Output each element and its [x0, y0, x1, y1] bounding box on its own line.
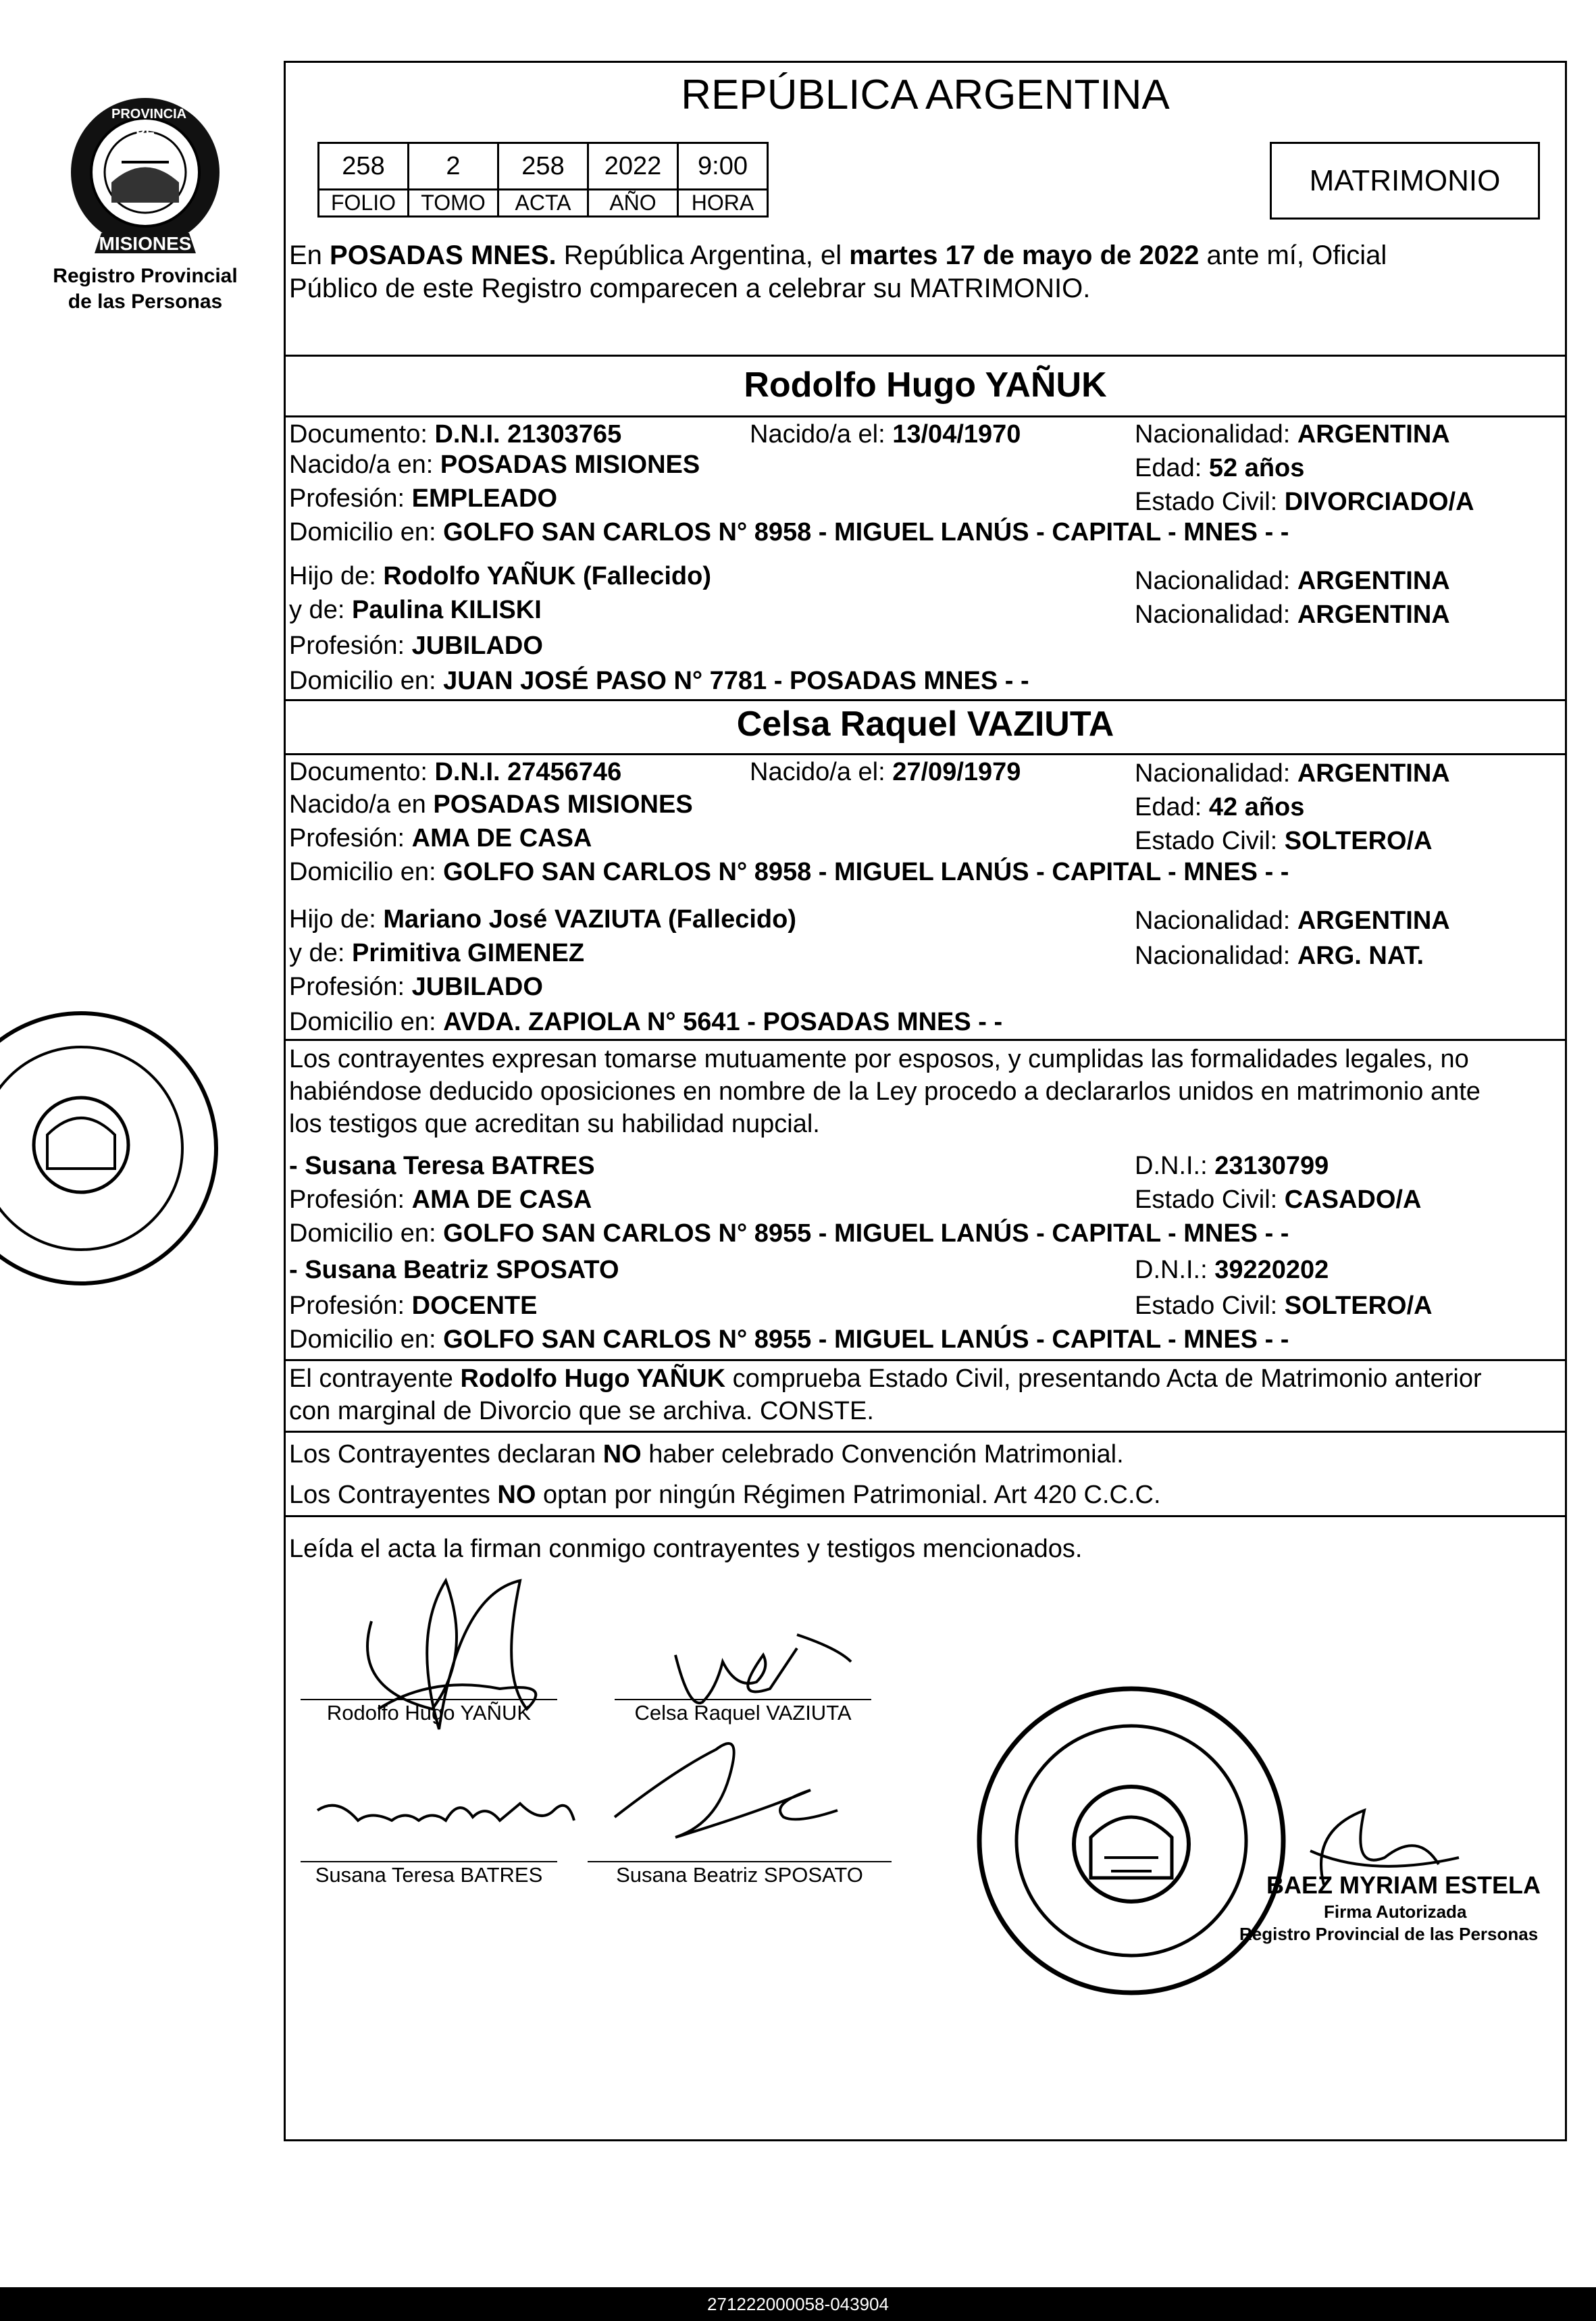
value: AMA DE CASA [411, 824, 592, 852]
spouse1-document [289, 419, 621, 450]
label: Domicilio en: [289, 1325, 444, 1354]
label: Domicilio en: [289, 1008, 444, 1036]
label: Hijo de: [289, 905, 384, 934]
spouse2-parent-address [289, 1006, 1002, 1038]
intro-text-c: ante mí, Oficial [1199, 240, 1387, 270]
signature-label-witness1: Susana Teresa BATRES [315, 1863, 543, 1887]
text: Los Contrayentes declaran [289, 1440, 603, 1469]
hora-value: 9:00 [678, 143, 768, 190]
value: Paulina KILISKI [351, 596, 542, 624]
declaration-line1: Los contrayentes expresan tomarse mutuamente por esposos, y cumplidas las formalidades legales, no [289, 1045, 1469, 1073]
label: Documento: [289, 758, 435, 786]
label: Estado Civil: [1135, 1292, 1285, 1320]
officer-office: Registro Provincial de las Personas [1239, 1924, 1539, 1944]
divider [284, 355, 1567, 357]
spouse1-parent-profession [289, 630, 543, 661]
label: y de: [289, 939, 352, 967]
anio-value: 2022 [588, 143, 678, 190]
spouse2-profession [289, 823, 592, 854]
label: Nacionalidad: [1135, 601, 1297, 629]
spouse2-parent-profession [289, 971, 543, 1002]
acta-label: ACTA [498, 190, 588, 217]
label: Nacido/a en [289, 790, 434, 819]
value: CASADO/A [1284, 1185, 1422, 1214]
spouse1-birthdate [750, 419, 1021, 450]
value: POSADAS MISIONES [433, 790, 693, 819]
text: haber celebrado Convención Matrimonial. [641, 1440, 1124, 1469]
label: Nacionalidad: [1135, 907, 1297, 935]
intro-place: POSADAS MNES. [330, 240, 557, 270]
value: SOLTERO/A [1284, 827, 1433, 855]
value: 52 años [1208, 454, 1305, 482]
tomo-value: 2 [409, 143, 498, 190]
hora-label: HORA [678, 190, 768, 217]
signature-line [301, 1699, 557, 1700]
label: Edad: [1135, 793, 1209, 821]
spouse1-parent-address [289, 665, 1029, 696]
value: 39220202 [1214, 1256, 1329, 1284]
signature-line [615, 1699, 871, 1700]
text: optan por ningún Régimen Patrimonial. Art 420 C.C.C. [536, 1481, 1161, 1509]
label: Estado Civil: [1135, 1185, 1285, 1214]
value: ARGENTINA [1297, 420, 1450, 449]
value: NO [497, 1481, 536, 1509]
signature-line [588, 1861, 892, 1862]
witness1-profession [289, 1184, 592, 1215]
divider [284, 1431, 1567, 1433]
value: JUBILADO [411, 632, 543, 660]
intro-text-b: República Argentina, el [556, 240, 850, 270]
tomo-label: TOMO [409, 190, 498, 217]
spouse1-nationality [1135, 419, 1450, 450]
spouse2-name-heading: Celsa Raquel VAZIUTA [736, 705, 1114, 744]
footer-document-code: 271222000058-043904 [0, 2287, 1596, 2321]
convention-line2 [289, 1479, 1161, 1510]
spouse2-document [289, 757, 621, 788]
label: Edad: [1135, 454, 1209, 482]
logo-caption-line2: de las Personas [68, 290, 223, 313]
value: SOLTERO/A [1284, 1292, 1433, 1320]
value: Rodolfo YAÑUK (Fallecido) [383, 562, 711, 590]
label: D.N.I.: [1135, 1256, 1215, 1284]
label: Profesión: [289, 632, 412, 660]
witness2-civil-status [1135, 1290, 1433, 1321]
text: El contrayente [289, 1364, 461, 1393]
witness1-name: - Susana Teresa BATRES [289, 1152, 595, 1180]
spouse1-mother [289, 594, 542, 626]
officer-role: Firma Autorizada [1324, 1902, 1467, 1922]
label: Profesión: [289, 973, 412, 1001]
value: NO [602, 1440, 642, 1469]
spouse2-mother-nationality [1135, 940, 1424, 971]
signature-label-spouse1: Rodolfo Hugo YAÑUK [326, 1701, 532, 1725]
value: 27/09/1979 [892, 758, 1021, 786]
value: GOLFO SAN CARLOS N° 8958 - MIGUEL LANÚS - CAPITAL - MNES - - [443, 858, 1289, 886]
value: AMA DE CASA [411, 1185, 592, 1214]
spouse1-age [1135, 453, 1304, 484]
spouse1-father-nationality [1135, 565, 1450, 596]
divider [284, 1515, 1567, 1517]
label: Nacido/a el: [750, 758, 893, 786]
label: Domicilio en: [289, 667, 444, 695]
value: ARGENTINA [1297, 907, 1450, 935]
label: Nacionalidad: [1135, 567, 1297, 595]
logo-banner-text: MISIONES [99, 233, 192, 254]
spouse2-civil-status [1135, 825, 1433, 857]
value: 23130799 [1214, 1152, 1329, 1180]
value: Mariano José VAZIUTA (Fallecido) [383, 905, 797, 934]
label: Domicilio en: [289, 1219, 444, 1248]
witness2-dni [1135, 1254, 1329, 1285]
value: D.N.I. 21303765 [434, 420, 622, 449]
folio-label: FOLIO [319, 190, 409, 217]
declaration-line2: habiéndose deducido oposiciones en nombre de la Ley procedo a declararlos unidos en matrimonio ante [289, 1077, 1481, 1106]
spouse1-mother-nationality [1135, 599, 1450, 630]
spouse1-name-heading: Rodolfo Hugo YAÑUK [744, 365, 1107, 405]
officer-name: BAEZ MYRIAM ESTELA [1266, 1871, 1541, 1899]
civil-note-line2: con marginal de Divorcio que se archiva. CONSTE. [289, 1397, 874, 1425]
value: 42 años [1208, 793, 1305, 821]
spouse2-birthdate [750, 757, 1021, 788]
spouse2-father [289, 904, 796, 935]
value: ARGENTINA [1297, 567, 1450, 595]
acta-value: 258 [498, 143, 588, 190]
signature-spouse2-stroke [675, 1635, 851, 1703]
spouse2-age [1135, 792, 1304, 823]
label: Estado Civil: [1135, 827, 1285, 855]
folio-value: 258 [319, 143, 409, 190]
declaration-line3: los testigos que acreditan su habilidad nupcial. [289, 1110, 820, 1138]
label: Nacido/a en: [289, 451, 440, 479]
closing-text: Leída el acta la firman conmigo contrayentes y testigos mencionados. [289, 1535, 1083, 1563]
registry-logo [54, 88, 236, 270]
text: comprueba Estado Civil, presentando Acta de Matrimonio anterior [725, 1364, 1482, 1393]
value: JUBILADO [411, 973, 543, 1001]
label: Nacionalidad: [1135, 942, 1297, 970]
civil-note-line1 [289, 1363, 1482, 1394]
official-seal-stamp-icon [973, 1682, 1290, 1999]
value: Rodolfo Hugo YAÑUK [460, 1364, 726, 1393]
logo-caption-line1: Registro Provincial [53, 265, 238, 287]
divider [284, 753, 1567, 755]
spouse2-birthplace [289, 789, 693, 820]
side-seal [0, 966, 250, 1344]
label: Domicilio en: [289, 518, 444, 546]
convention-line1 [289, 1439, 1124, 1470]
spouse1-profession [289, 483, 557, 514]
spouse2-address [289, 857, 1289, 888]
value: ARG. NAT. [1297, 942, 1424, 970]
spouse2-father-nationality [1135, 905, 1450, 936]
label: Profesión: [289, 1185, 412, 1214]
logo-ring-text: PROVINCIA DE [111, 107, 187, 137]
signature-witness2-stroke [615, 1743, 838, 1837]
witness2-name: - Susana Beatriz SPOSATO [289, 1256, 619, 1284]
label: Nacionalidad: [1135, 420, 1297, 449]
spouse1-birthplace [289, 449, 700, 480]
value: GOLFO SAN CARLOS N° 8955 - MIGUEL LANÚS - CAPITAL - MNES - - [443, 1325, 1289, 1354]
divider [284, 1039, 1567, 1041]
intro-line2: Público de este Registro comparecen a celebrar su MATRIMONIO. [289, 274, 1091, 303]
side-seal-stamp-icon [0, 966, 250, 1344]
label: Documento: [289, 420, 435, 449]
signature-label-spouse2: Celsa Raquel VAZIUTA [634, 1701, 852, 1725]
label: Profesión: [289, 484, 412, 513]
label: Hijo de: [289, 562, 384, 590]
intro-text-a: En [289, 240, 330, 270]
signature-witness1-stroke [317, 1804, 574, 1820]
intro-date: martes 17 de mayo de 2022 [849, 240, 1200, 270]
value: ARGENTINA [1297, 759, 1450, 788]
witness1-address [289, 1218, 1289, 1249]
witness1-civil-status [1135, 1184, 1421, 1215]
divider [284, 415, 1567, 417]
label: y de: [289, 596, 352, 624]
signature-line [301, 1861, 557, 1862]
value: 13/04/1970 [892, 420, 1021, 449]
value: AVDA. ZAPIOLA N° 5641 - POSADAS MNES - - [443, 1008, 1003, 1036]
label: Profesión: [289, 824, 412, 852]
signature-label-witness2: Susana Beatriz SPOSATO [616, 1863, 863, 1887]
value: POSADAS MISIONES [440, 451, 700, 479]
spouse1-father [289, 561, 711, 592]
value: GOLFO SAN CARLOS N° 8958 - MIGUEL LANÚS - CAPITAL - MNES - - [443, 518, 1289, 546]
value: EMPLEADO [411, 484, 558, 513]
label: Profesión: [289, 1292, 412, 1320]
value: JUAN JOSÉ PASO N° 7781 - POSADAS MNES - - [443, 667, 1029, 695]
spouse1-address [289, 517, 1289, 548]
text: Los Contrayentes [289, 1481, 498, 1509]
anio-label: AÑO [588, 190, 678, 217]
value: GOLFO SAN CARLOS N° 8955 - MIGUEL LANÚS - CAPITAL - MNES - - [443, 1219, 1289, 1248]
label: Nacido/a el: [750, 420, 893, 449]
value: Primitiva GIMENEZ [351, 939, 585, 967]
divider [284, 699, 1567, 701]
spouse2-nationality [1135, 758, 1450, 789]
witness2-address [289, 1324, 1289, 1355]
value: DIVORCIADO/A [1284, 488, 1474, 516]
value: ARGENTINA [1297, 601, 1450, 629]
value: DOCENTE [411, 1292, 538, 1320]
record-codes [317, 142, 769, 218]
label: Estado Civil: [1135, 488, 1285, 516]
official-seal [973, 1682, 1290, 1999]
label: D.N.I.: [1135, 1152, 1215, 1180]
intro-line1 [289, 240, 1387, 271]
document-title: REPÚBLICA ARGENTINA [681, 72, 1170, 118]
spouse1-civil-status [1135, 486, 1474, 517]
witness2-profession [289, 1290, 537, 1321]
witness1-dni [1135, 1150, 1329, 1181]
spouse2-mother [289, 938, 584, 969]
label: Nacionalidad: [1135, 759, 1297, 788]
label: Domicilio en: [289, 858, 444, 886]
divider [284, 1359, 1567, 1361]
value: D.N.I. 27456746 [434, 758, 622, 786]
record-type-box: MATRIMONIO [1270, 142, 1540, 220]
